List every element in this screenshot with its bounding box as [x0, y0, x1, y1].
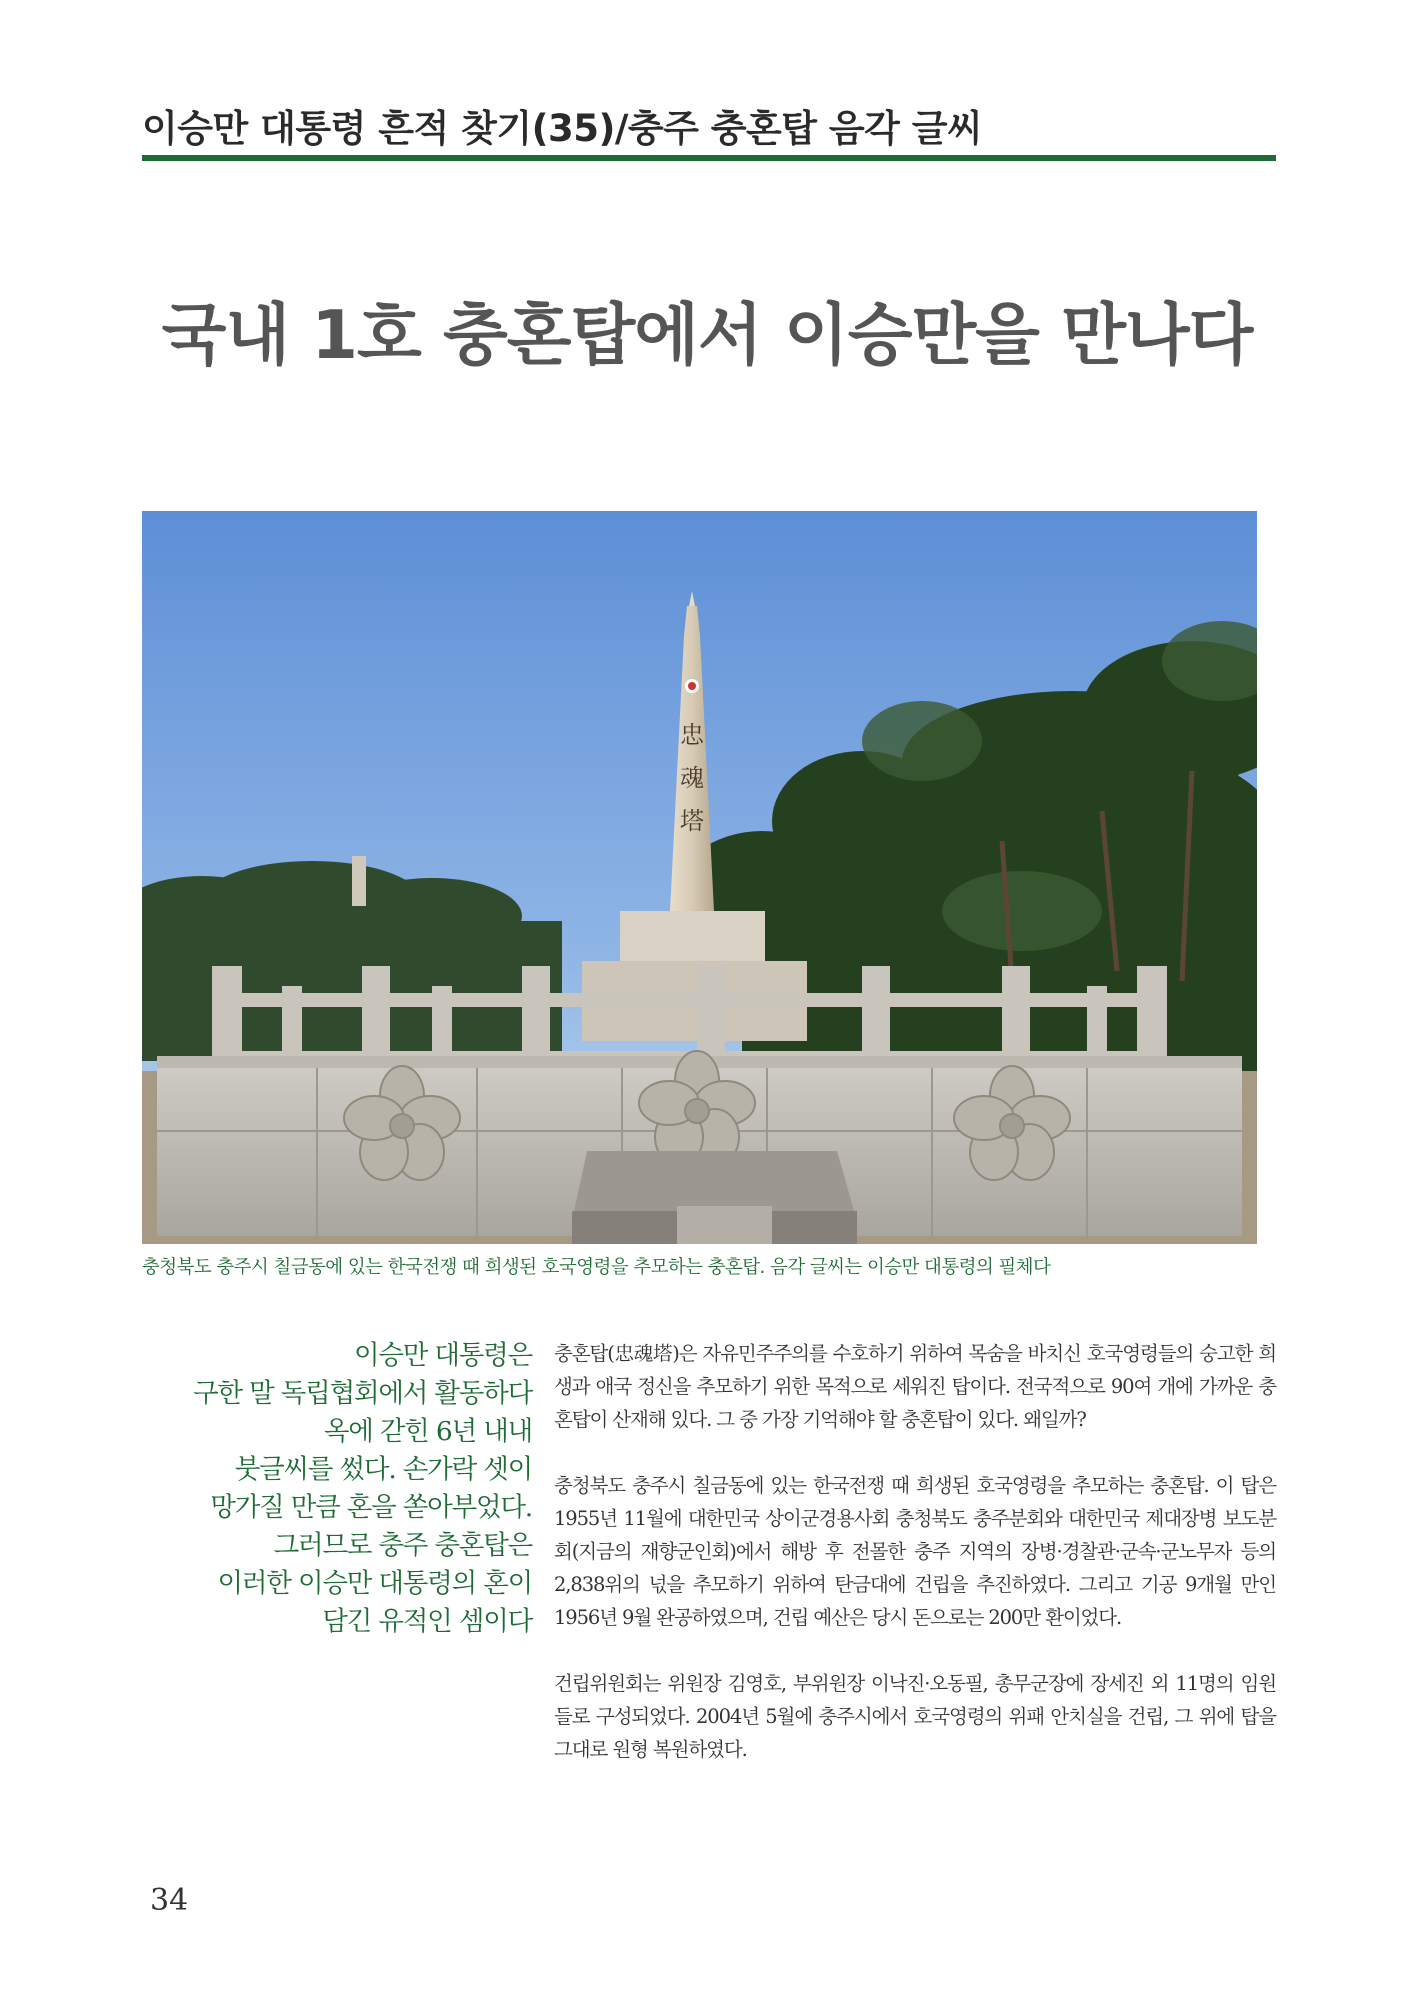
photo-caption: 충청북도 충주시 칠금동에 있는 한국전쟁 때 희생된 호국영령을 추모하는 충혼탑. 음각 글씨는 이승만 대통령의 필체다: [142, 1257, 1051, 1278]
body-paragraph: 충혼탑(忠魂塔)은 자유민주주의를 수호하기 위하여 목숨을 바치신 호국영령들의 숭고한 희생과 애국 정신을 추모하기 위한 목적으로 세워진 탑이다. 전국적으로 90여 개에 가까운 충혼탑이 산재해 있다. 그 중 가장 기억해야 할 충혼탑이 있다. 왜일까?: [554, 1342, 1276, 1431]
article-body: [554, 1337, 1276, 1799]
tower-char-3: 塔: [680, 807, 704, 835]
article-title: 국내 1호 충혼탑에서 이승만을 만나다: [161, 296, 1253, 374]
tower-char-2: 魂: [680, 764, 704, 792]
pull-quote-line: 이승만 대통령은: [353, 1340, 532, 1371]
pull-quote-line: 망가질 만큼 혼을 쏟아부었다.: [210, 1492, 532, 1523]
pull-quote: [142, 1337, 532, 1641]
pull-quote-line: 구한 말 독립협회에서 활동하다: [193, 1378, 532, 1409]
chungju-memorial-tower-photo: [142, 511, 1257, 1244]
pull-quote-line: 붓글씨를 썼다. 손가락 셋이: [234, 1454, 532, 1485]
tower-char-1: 忠: [680, 721, 704, 749]
header-divider: [142, 155, 1276, 161]
page-number: 34: [150, 1883, 189, 1918]
body-paragraph: 건립위원회는 위원장 김영호, 부위원장 이낙진·오동필, 총무군장에 장세진 외 11명의 임원들로 구성되었다. 2004년 5월에 충주시에서 호국영령의 위패 안치실을 건립, 그 위에 탑을 그대로 원형 복원하였다.: [554, 1672, 1276, 1761]
pull-quote-line: 옥에 갇힌 6년 내내: [323, 1416, 532, 1447]
pull-quote-line: 이러한 이승만 대통령의 혼이: [217, 1568, 532, 1599]
pull-quote-line: 그러므로 충주 충혼탑은: [273, 1530, 532, 1561]
section-header: 이승만 대통령 흔적 찾기(35)/충주 충혼탑 음각 글씨: [142, 107, 983, 150]
body-paragraph: 충청북도 충주시 칠금동에 있는 한국전쟁 때 희생된 호국영령을 추모하는 충혼탑. 이 탑은 1955년 11월에 대한민국 상이군경용사회 충청북도 충주분회와 대한민국 제대장병 보도분회(지금의 재향군인회)에서 해방 후 전몰한 충주 지역의 장병·경찰관·군속·군노무자 등의 2,838위의 넋을 추모하기 위하여 탄금대에 건립을 추진하였다. 그리고 기공 9개월 만인 1956년 9월 완공하였으며, 건립 예산은 당시 돈으로는 200만 환이었다.: [554, 1474, 1276, 1629]
pull-quote-line: 담긴 유적인 셈이다: [322, 1606, 532, 1637]
